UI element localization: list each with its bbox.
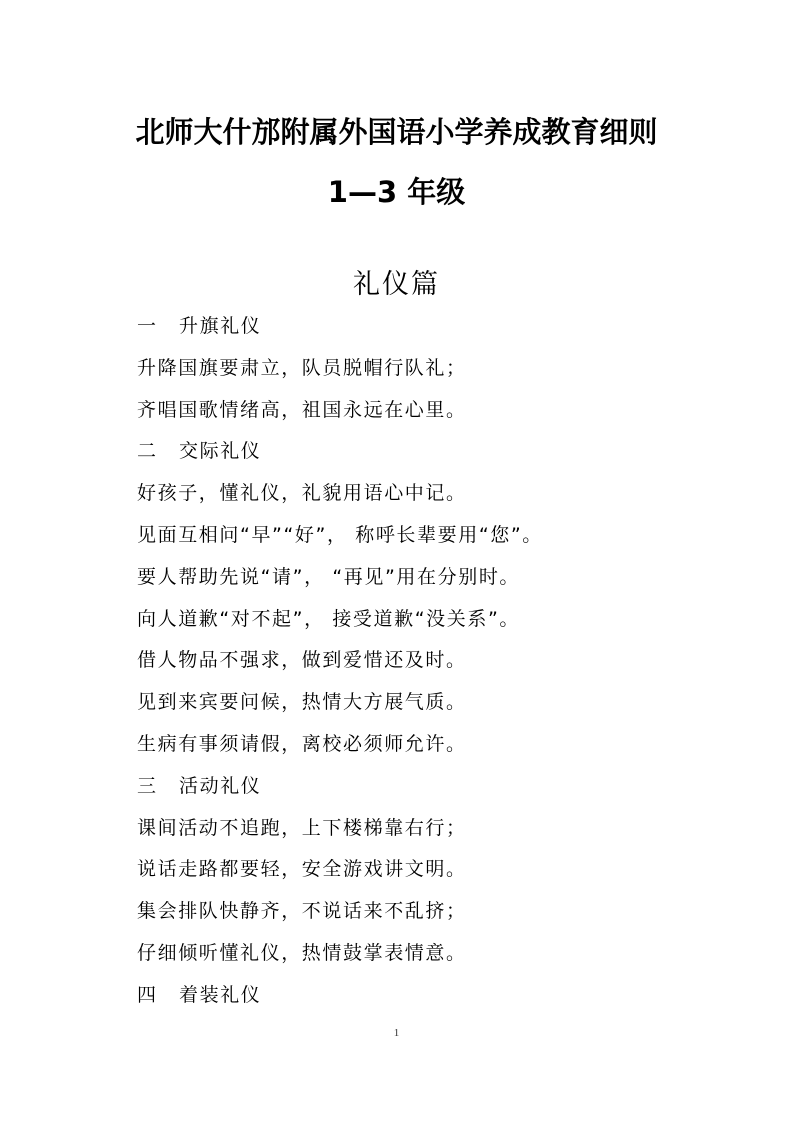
section-heading-text: 交际礼仪	[179, 440, 262, 463]
section-heading-text: 活动礼仪	[179, 774, 262, 797]
section-heading-text: 着装礼仪	[179, 983, 262, 1006]
text-line: 向人道歉“对不起”， 接受道歉“没关系”。	[137, 607, 521, 630]
text-line: 升降国旗要肃立，队员脱帽行队礼；	[137, 356, 467, 379]
section-heading-number: 一	[137, 315, 158, 337]
text-line: 齐唱国歌情绪高，祖国永远在心里。	[137, 398, 467, 421]
text-line: 见到来宾要问候，热情大方展气质。	[137, 691, 467, 714]
section-heading	[137, 437, 757, 479]
text-line: 借人物品不强求，做到爱惜还及时。	[137, 649, 467, 672]
section-heading-number: 四	[137, 983, 158, 1006]
page-number: 1	[393, 1027, 400, 1039]
section-heading	[137, 312, 757, 354]
text-line: 要人帮助先说“请”， “再见”用在分别时。	[137, 565, 521, 588]
text-line: 生病有事须请假，离校必须师允许。	[137, 732, 467, 755]
text-line: 集会排队快静齐，不说话来不乱挤；	[137, 900, 467, 923]
text-line: 见面互相问“早”“好”， 称呼长辈要用“您”。	[137, 523, 543, 546]
content-lines	[137, 312, 757, 1023]
document-subtitle: 1—3 年级	[327, 175, 466, 209]
section-heading	[137, 772, 757, 814]
section-heading-number: 三	[137, 774, 158, 797]
text-line: 说话走路都要轻，安全游戏讲文明。	[137, 858, 467, 881]
document-title: 北师大什邡附属外国语小学养成教育细则	[135, 115, 658, 149]
text-line: 仔细倾听懂礼仪，热情鼓掌表情意。	[137, 941, 467, 964]
section-heading-number: 二	[137, 440, 158, 463]
text-line: 好孩子，懂礼仪，礼貌用语心中记。	[137, 482, 467, 505]
section-heading	[137, 981, 757, 1023]
section-heading-text: 升旗礼仪	[179, 315, 262, 337]
section-title: 礼仪篇	[353, 269, 440, 300]
text-line: 课间活动不追跑，上下楼梯靠右行；	[137, 816, 467, 839]
